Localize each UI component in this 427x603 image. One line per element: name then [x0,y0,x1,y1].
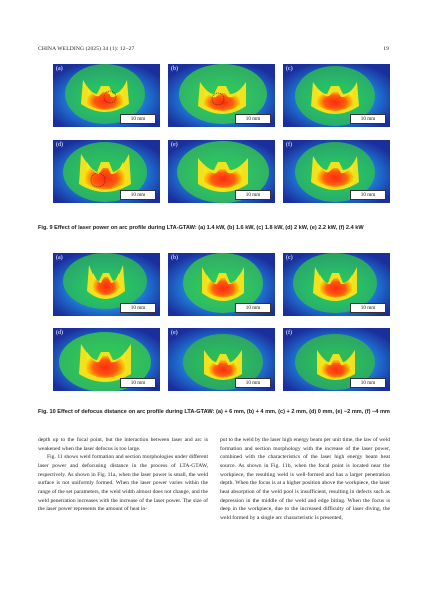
panel-label: (e) [171,330,178,336]
scale-bar: 10 mm [120,114,156,124]
scale-bar: 10 mm [350,378,386,388]
running-header [38,46,389,56]
scale-bar: 10 mm [235,303,271,313]
paragraph: put to the weld by the laser high energy beam per unit time, the law of weld formation and section morphology with the increase of the laser power, combined with the characteristics of the laser high energy beam heat source. As shown in Fig. 11b, when the focal point is located near the workpiece, the resulting weld is well-formed and has a larger penetration depth. When the focus is at a higher position above the workpiece, the laser heat absorption of the weld pool is insufficient, resulting in defects such as depression in the middle of the weld and edge biting. When the focus is deep in the workpiece, due to the increased difficulty of laser diving, the weld formed by a single arc characteristic is presented, [220,437,390,521]
figure-9-panel-f [283,140,390,203]
text-column-left [38,436,208,514]
panel-label: (b) [171,255,178,261]
scale-bar: 10 mm [120,378,156,388]
scale-bar: 10 mm [350,190,386,200]
figure-10-panel-c [283,253,390,316]
panel-label: (c) [286,66,293,72]
scale-bar: 10 mm [350,303,386,313]
figure-10-panel-d [53,328,160,391]
panel-label: (b) [171,66,178,72]
text-column-right [220,436,390,523]
figure-10-panel-f [283,328,390,391]
figure-9-caption: Fig. 9 Effect of laser power on arc profile during LTA-GTAW: (a) 1.4 kW, (b) 1.6 kW, (c) 1.8 kW, (d) 2 kW, (e) 2.2 kW, (f) 2.4 kW [38,225,364,231]
figure-10-panel-e [168,328,275,391]
panel-label: (d) [56,330,63,336]
figure-9-panel-a [53,64,160,127]
figure-10-panel-b [168,253,275,316]
panel-label: (a) [56,66,63,72]
paragraph: Fig. 11 shows weld formation and section morphologies under different laser power and defocusing distance in the process of LTA-GTAW, respectively. As shown in Fig. 11a, when the laser power is small, the weld surface is not uniformly formed. When the laser power varies within the range of the set parameters, the weld width almost does not change, and the weld penetration increases with the increase of the laser power. The size of the laser power represents the amount of heat in- [38,454,208,513]
figure-9-panel-e [168,140,275,203]
figure-9-grid [53,64,390,210]
panel-label: (a) [56,255,63,261]
paragraph: depth up to the focal point, but the interaction between laser and arc is weakened when the laser defocus is too large. [38,437,208,452]
panel-label: (e) [171,142,178,148]
panel-label: (f) [286,330,292,336]
panel-label: (d) [56,142,63,148]
figure-10-grid [53,253,390,398]
page-number: 19 [383,46,389,52]
scale-bar: 10 mm [235,378,271,388]
panel-label: (f) [286,142,292,148]
scale-bar: 10 mm [350,114,386,124]
panel-label: (c) [286,255,293,261]
figure-9-panel-c [283,64,390,127]
scale-bar: 10 mm [120,190,156,200]
scale-bar: 10 mm [235,114,271,124]
figure-10-caption: Fig. 10 Effect of defocus distance on arc profile during LTA-GTAW: (a) + 6 mm, (b) + 4 mm, (c) + 2 mm, (d) 0 mm, (e) −2 mm, (f) −4 mm [38,409,390,415]
scale-bar: 10 mm [235,190,271,200]
figure-9-panel-d [53,140,160,203]
figure-9-panel-b [168,64,275,127]
journal-citation: CHINA WELDING (2025) 34 (1): 12–27 [38,46,135,52]
figure-10-panel-a [53,253,160,316]
scale-bar: 10 mm [120,303,156,313]
